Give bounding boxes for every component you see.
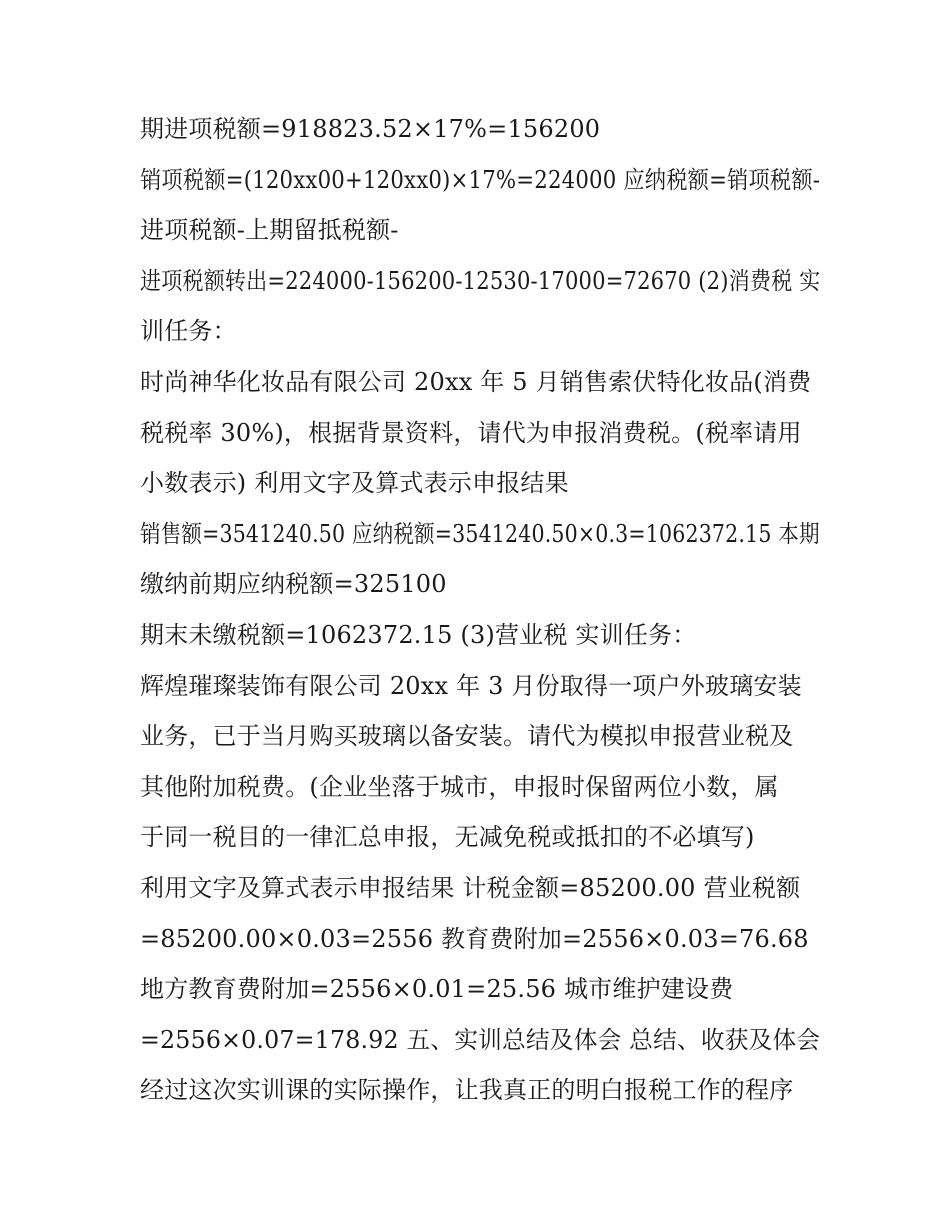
text-line: 缴纳前期应纳税额=325100 xyxy=(140,570,447,598)
text-line: 进项税额-上期留抵税额- xyxy=(140,216,399,244)
text-line: 小数表示) 利用文字及算式表示申报结果 xyxy=(140,469,569,497)
text-line: 期进项税额=918823.52×17%=156200 xyxy=(140,115,601,143)
text-line: 税税率 30%)，根据背景资料，请代为申报消费税。(税率请用 xyxy=(140,419,802,447)
text-line: 销售额=3541240.50 应纳税额=3541240.50×0.3=1062372.15 本期 xyxy=(140,520,820,548)
text-line: =2556×0.07=178.92 五、实训总结及体会 总结、收获及体会 xyxy=(140,1026,821,1054)
text-line: 训任务： xyxy=(140,317,237,345)
text-line: 利用文字及算式表示申报结果 计税金额=85200.00 营业税额 xyxy=(140,874,801,902)
text-line: 期末未缴税额=1062372.15 (3)营业税 实训任务： xyxy=(140,621,697,649)
text-line: 进项税额转出=224000-156200-12530-17000=72670 (2)消费税 实 xyxy=(140,267,821,295)
text-line: =85200.00×0.03=2556 教育费附加=2556×0.03=76.68 xyxy=(140,925,809,953)
text-line: 时尚神华化妆品有限公司 20xx 年 5 月销售索伏特化妆品(消费 xyxy=(140,368,812,396)
text-line: 地方教育费附加=2556×0.01=25.56 城市维护建设费 xyxy=(140,975,734,1003)
text-line: 于同一税目的一律汇总申报，无减免税或抵扣的不必填写) xyxy=(140,823,755,851)
text-line: 辉煌璀璨装饰有限公司 20xx 年 3 月份取得一项户外玻璃安装 xyxy=(140,672,802,700)
text-line: 业务，已于当月购买玻璃以备安装。请代为模拟申报营业税及 xyxy=(140,722,794,750)
text-line: 销项税额=(120xx00+120xx0)×17%=224000 应纳税额=销项税额- xyxy=(140,166,821,194)
text-line: 经过这次实训课的实际操作，让我真正的明白报税工作的程序 xyxy=(140,1076,794,1104)
text-line: 其他附加税费。(企业坐落于城市，申报时保留两位小数，属 xyxy=(140,773,779,801)
